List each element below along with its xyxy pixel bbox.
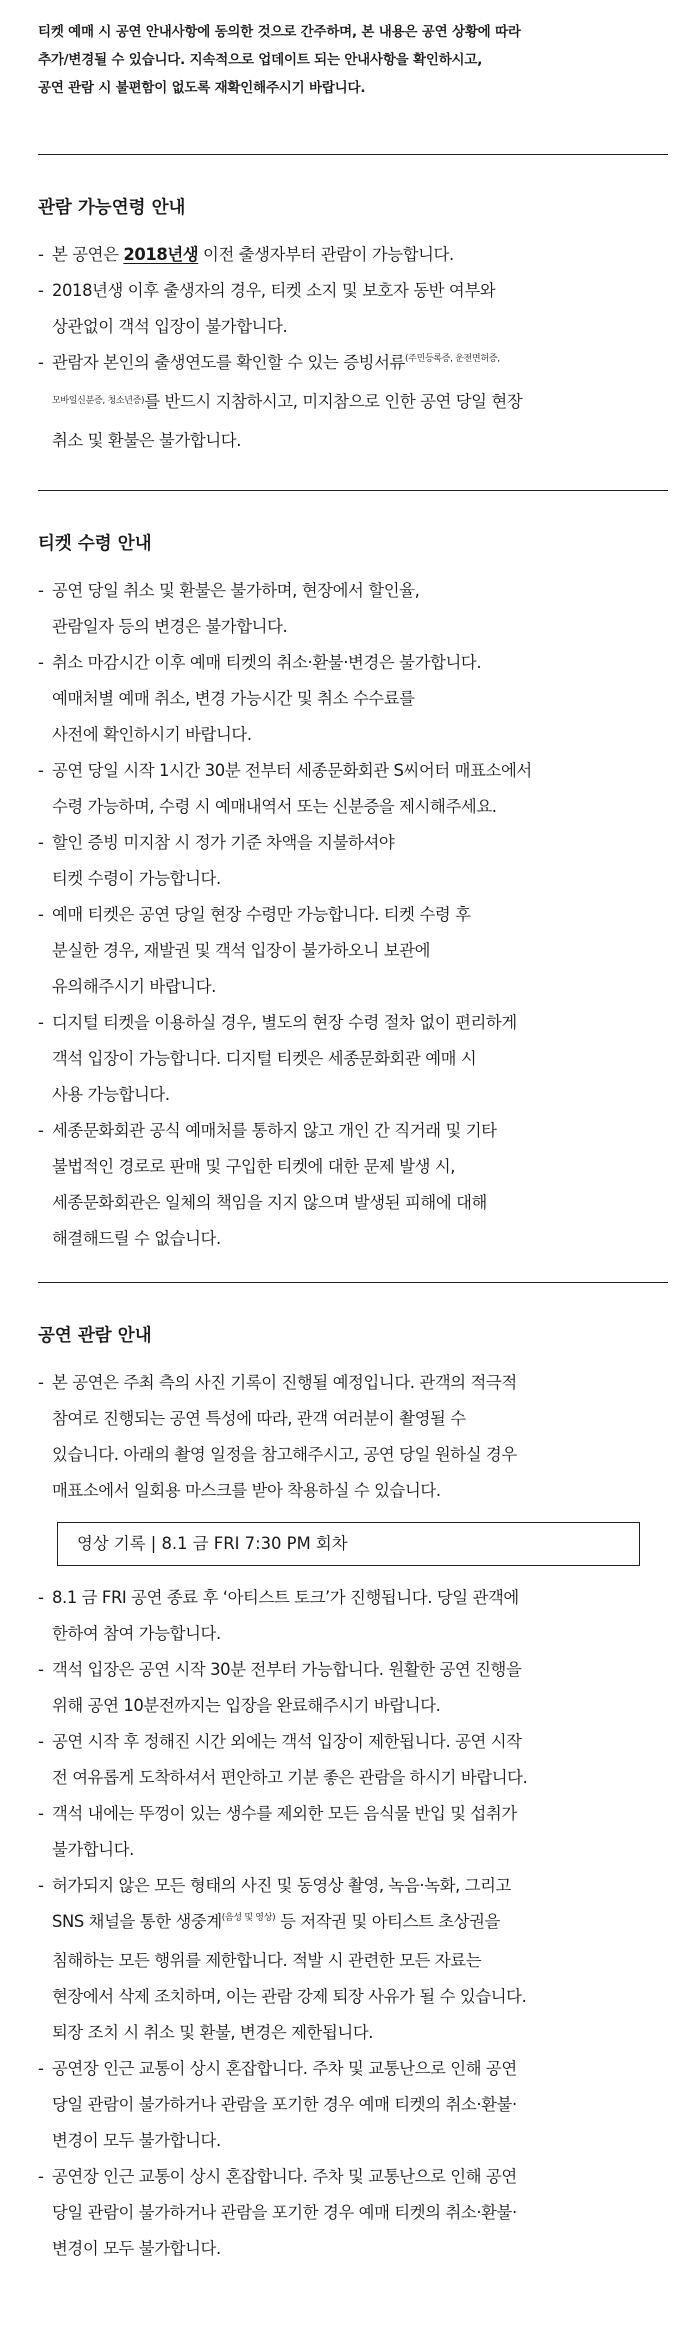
item-text-line: 위해 공연 10분전까지는 입장을 완료해주시기 바랍니다. [52,1696,441,1715]
age-items [38,237,678,459]
bullet-dash: - [38,1121,44,1140]
item-text-line: 티켓 수령이 가능합니다. [52,869,221,888]
list-item [38,573,678,645]
item-text-line: 세종문화회관은 일체의 책임을 지지 않으며 발생된 피해에 대해 [52,1193,487,1212]
item-text-line: 한하여 참여 가능합니다. [52,1624,221,1643]
item-text-line: 불가합니다. [52,1840,134,1859]
item-text-line: 유의해주시기 바랍니다. [52,977,216,996]
bullet-dash: - [38,653,44,672]
list-item [38,753,678,825]
list-item [38,897,678,1005]
item-text-line: 객석 입장이 가능합니다. 디지털 티켓은 세종문화회관 예매 시 [52,1049,477,1068]
video-record-schedule-box: 영상 기록 | 8.1 금 FRI 7:30 PM 회차 [57,1522,640,1566]
intro-notice [38,18,668,102]
birth-year-highlight: 2018년생 [123,245,199,264]
section-divider [38,154,668,155]
item-text-line: 불법적인 경로로 판매 및 구입한 티켓에 대한 문제 발생 시, [52,1157,456,1176]
item-text-line: 할인 증빙 미지참 시 정가 기준 차액을 지불하셔야 [52,833,395,852]
bullet-dash: - [38,581,44,600]
item-text-line: 디지털 티켓을 이용하실 경우, 별도의 현장 수령 절차 없이 편리하게 [52,1013,517,1032]
section-divider [38,1282,668,1283]
item-text-line: 참여로 진행되는 공연 특성에 따라, 관객 여러분이 촬영될 수 [52,1409,466,1428]
id-types-note: 모바일신분증, 청소년증) [52,396,145,406]
item-text-line: 변경이 모두 불가합니다. [52,2131,221,2150]
performance-items [38,1580,678,2267]
item-text-line: 변경이 모두 불가합니다. [52,2239,221,2258]
list-item [38,825,678,897]
bullet-dash: - [38,1588,44,1607]
section-title-performance: 공연 관람 안내 [38,1326,152,1346]
list-item [38,1796,678,1868]
item-text-line: 전 여유롭게 도착하셔서 편안하고 기분 좋은 관람을 하시기 바랍니다. [52,1768,528,1787]
section-title-age: 관람 가능연령 안내 [38,198,186,218]
section-title-ticket: 티켓 수령 안내 [38,534,152,554]
bullet-dash: - [38,761,44,780]
bullet-dash: - [38,2167,44,2186]
section-divider [38,490,668,491]
list-item [38,2051,678,2159]
item-text-line: 예매 티켓은 공연 당일 현장 수령만 가능합니다. 티켓 수령 후 [52,905,471,924]
bullet-dash: - [38,353,44,372]
list-item [38,2159,678,2267]
list-item [38,1365,678,1509]
recording-type-note: (음성 및 영상) [221,1913,276,1923]
bullet-dash: - [38,245,44,264]
list-item [38,645,678,753]
bullet-dash: - [38,1373,44,1392]
item-text-line: 공연장 인근 교통이 상시 혼잡합니다. 주차 및 교통난으로 인해 공연 [52,2167,517,2186]
bullet-dash: - [38,905,44,924]
bullet-dash: - [38,1876,44,1895]
bullet-dash: - [38,281,44,300]
ticket-items [38,573,678,1257]
item-text-line: 예매처별 예매 취소, 변경 가능시간 및 취소 수수료를 [52,689,415,708]
id-types-note: (주민등록증, 운전면허증, [404,354,500,364]
item-text-line: 공연장 인근 교통이 상시 혼잡합니다. 주차 및 교통난으로 인해 공연 [52,2059,517,2078]
list-item: - 2018년생 이후 출생자의 경우, 티켓 소지 및 보호자 동반 여부와 상관없이 객석 입장이 불가합니다. [38,273,678,345]
item-text-line: 8.1 금 FRI 공연 종료 후 ‘아티스트 토크’가 진행됩니다. 당일 관객에 [52,1588,519,1607]
bullet-dash: - [38,1013,44,1032]
item-text-line: 있습니다. 아래의 촬영 일정을 참고해주시고, 공연 당일 원하실 경우 [52,1445,517,1464]
list-item [38,1005,678,1113]
bullet-dash: - [38,1732,44,1751]
item-text-line: 본 공연은 주최 측의 사진 기록이 진행될 예정입니다. 관객의 적극적 [52,1373,517,1392]
item-text-line: 공연 당일 취소 및 환불은 불가하며, 현장에서 할인율, [52,581,420,600]
item-text-line: 관람일자 등의 변경은 불가합니다. [52,617,288,636]
intro-line: 공연 관람 시 불편함이 없도록 재확인해주시기 바랍니다. [38,80,366,96]
item-text-line: 세종문화회관 공식 예매처를 통하지 않고 개인 간 직거래 및 기타 [52,1121,497,1140]
intro-line: 추가/변경될 수 있습니다. 지속적으로 업데이트 되는 안내사항을 확인하시고, [38,52,483,68]
list-item [38,1113,678,1257]
item-text-line: 해결해드릴 수 없습니다. [52,1229,221,1248]
list-item [38,1580,678,1652]
list-item [38,1724,678,1796]
item-text-line: 공연 시작 후 정해진 시간 외에는 객석 입장이 제한됩니다. 공연 시작 [52,1732,522,1751]
item-text-line: 수령 가능하며, 수령 시 예매내역서 또는 신분증을 제시해주세요. [52,797,497,816]
bullet-dash: - [38,1804,44,1823]
bullet-dash: - [38,2059,44,2078]
item-text-line: 객석 내에는 뚜껑이 있는 생수를 제외한 모든 음식물 반입 및 섭취가 [52,1804,517,1823]
item-text-line: 사전에 확인하시기 바랍니다. [52,725,252,744]
item-text-line: 당일 관람이 불가하거나 관람을 포기한 경우 예매 티켓의 취소·환불· [52,2095,517,2114]
item-text-line: 객석 입장은 공연 시작 30분 전부터 가능합니다. 원활한 공연 진행을 [52,1660,522,1679]
performance-items [38,1365,678,1509]
item-text-line: 당일 관람이 불가하거나 관람을 포기한 경우 예매 티켓의 취소·환불· [52,2203,517,2222]
bullet-dash: - [38,833,44,852]
list-item: - 관람자 본인의 출생연도를 확인할 수 있는 증빙서류$^{(주민등록증, 운전면허증,}$ $^{모바일신분증, 청소년증)}$를 반드시 지참하시고, 미지참으로 인한 공연 당일 현장 취소 및 환불은 불가합니다. [38,345,678,459]
intro-line: 티켓 예매 시 공연 안내사항에 동의한 것으로 간주하며, 본 내용은 공연 상황에 따라 [38,24,521,40]
list-item: - 허가되지 않은 모든 형태의 사진 및 동영상 촬영, 녹음·녹화, 그리고 SNS 채널을 통한 생중계$^{(음성 및 영상)}$ 등 저작권 및 아티스트 초상권을 침해하는 모든 행위를 제한합니다. 적발 시 관련한 모든 자료는 현장에서 삭제 조치하며, 이는 관람 강제 퇴장 사유가 될 수 있습니다. 퇴장 조치 시 취소 및 환불, 변경은 제한됩니다. [38,1868,678,2051]
item-text-line: 사용 가능합니다. [52,1085,170,1104]
item-text-line: 분실한 경우, 재발권 및 객석 입장이 불가하오니 보관에 [52,941,431,960]
item-text-line: 취소 마감시간 이후 예매 티켓의 취소·환불·변경은 불가합니다. [52,653,482,672]
list-item [38,1652,678,1724]
item-text-line: 매표소에서 일회용 마스크를 받아 착용하실 수 있습니다. [52,1481,441,1500]
item-text-line: 공연 당일 시작 1시간 30분 전부터 세종문화회관 S씨어터 매표소에서 [52,761,532,780]
list-item: - 본 공연은 2018년생 이전 출생자부터 관람이 가능합니다. [38,237,678,273]
bullet-dash: - [38,1660,44,1679]
